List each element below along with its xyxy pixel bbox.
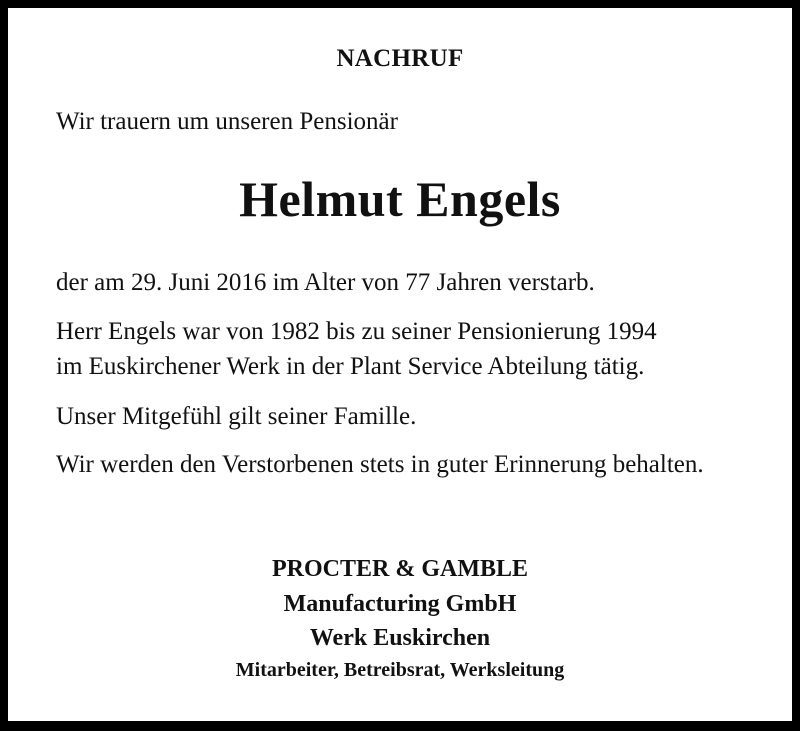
sympathy-text: Unser Mitgefühl gilt seiner Famille. [56, 403, 417, 430]
signature-site: Werk Euskirchen [309, 625, 491, 651]
career-text-line-1: Herr Engels war von 1982 bis zu seiner Pensionierung 1994 [56, 318, 657, 345]
signature-company: PROCTER & GAMBLE [271, 556, 528, 582]
signature-entity: Manufacturing GmbH [283, 591, 517, 617]
signature-groups: Mitarbeiter, Betreibsrat, Werksleitung [235, 659, 565, 681]
death-date-text: der am 29. Juni 2016 im Alter von 77 Jahren verstarb. [56, 269, 595, 296]
deceased-name: Helmut Engels [239, 171, 561, 227]
remembrance-text: Wir werden den Verstorbenen stets in guter Erinnerung behalten. [56, 451, 704, 478]
notice-heading: NACHRUF [336, 45, 464, 72]
intro-text: Wir trauern um unseren Pensionär [56, 108, 398, 135]
career-text-line-2: im Euskirchener Werk in der Plant Service Abteilung tätig. [56, 353, 645, 380]
